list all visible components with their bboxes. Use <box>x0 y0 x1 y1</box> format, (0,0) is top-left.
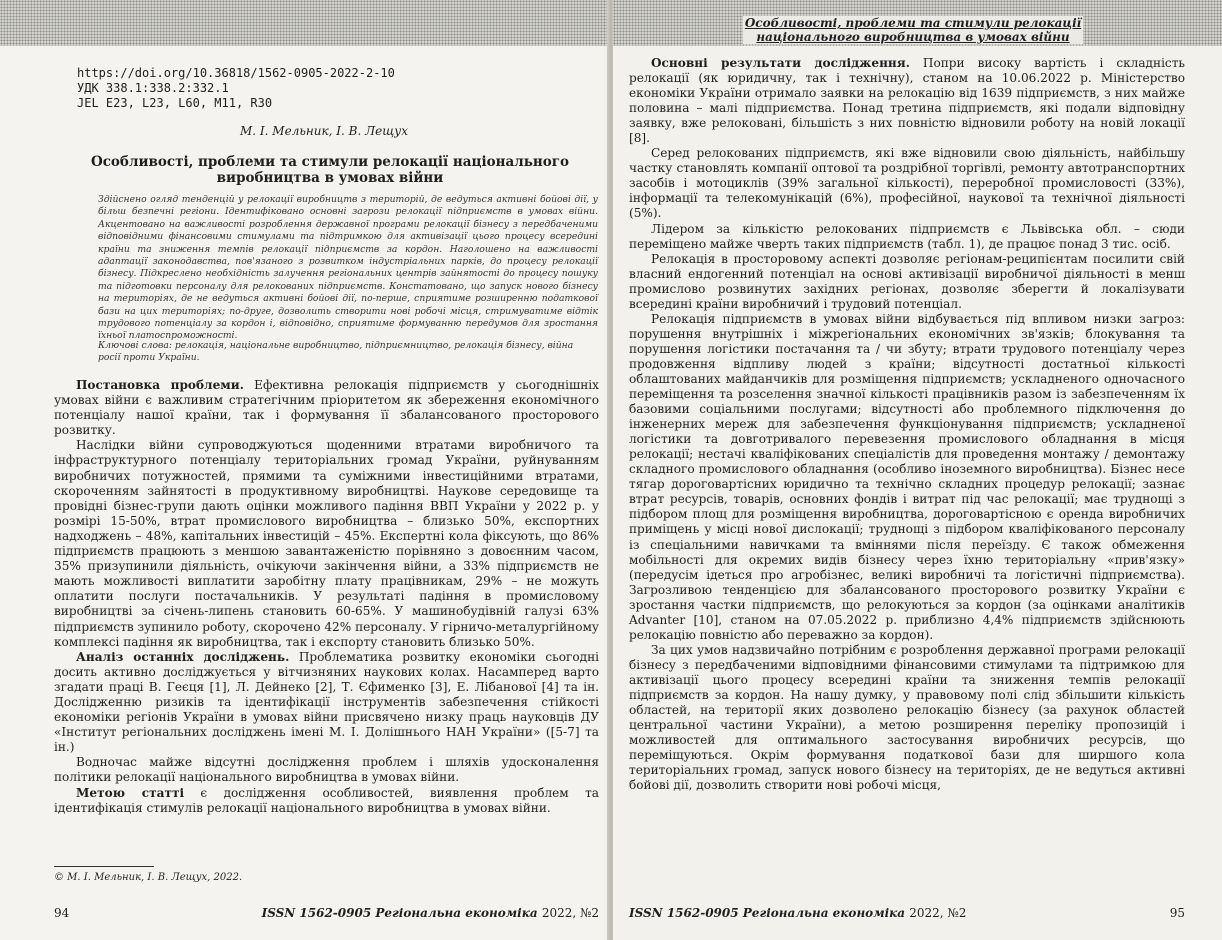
section-heading: Метою статті <box>76 785 185 800</box>
right-page <box>613 0 1222 940</box>
running-head: Особливості, проблеми та стимули релокації національного виробництва в умовах війни <box>744 16 1082 44</box>
article-meta <box>77 66 395 111</box>
paragraph: Постановка проблеми. Ефективна релокація підприємств у сьогоднішніх умовах війни є важливим стратегічним пріоритетом як збереження економічного потенціалу нашої країни, так і формування її збалансованого просторового розвитку. <box>54 378 599 438</box>
paragraph: Релокація в просторовому аспекті дозволяє регіонам-реципієнтам посилити свій власний ендогенний потенціал на основі активізації виробничої діяльності в менш промислово розвинутих західних регіонах, дозволяє зберегти й локалізувати всередині країни виробничий і трудовий потенціал. <box>629 251 1185 311</box>
paragraph: Серед релокованих підприємств, які вже відновили свою діяльність, найбільшу частку становлять компанії оптової та роздрібної торгівлі, ремонту автотранспортних засобів і мотоциклів (39% загальної кількості), переробної промисловості (33%), інформації та телекомунікацій (6%), професійної, наукової та технічної діяльності (5%). <box>629 146 1185 221</box>
authors: М. І. Мельник, І. В. Лещух <box>240 124 408 138</box>
jel-codes: JEL E23, L23, L60, M11, R30 <box>77 96 273 110</box>
page-number: 94 <box>54 906 70 920</box>
journal-name: ISSN 1562-0905 Регіональна економіка 2022, №2 <box>629 906 967 920</box>
right-body <box>629 56 1185 793</box>
paragraph: Основні результати дослідження. Попри високу вартість і складність релокації (як юридичну, так і технічну), станом на 10.06.2022 р. Міністерство економіки України отримало заявки на релокацію від 1639 підприємств, з них майже половина – малі підприємства. Понад третина підприємств, які подали відповідну заявку, вже релоковані, більшість з них повністю відновили роботу на новій локації [8]. <box>629 56 1185 146</box>
doi: https://doi.org/10.36818/1562-0905-2022-2-10 <box>77 66 395 80</box>
section-heading: Аналіз останніх досліджень. <box>76 649 290 664</box>
paragraph: За цих умов надзвичайно потрібним є розроблення державної програми релокації бізнесу з передбаченими відповідними фінансовими стимулами та підтримкою для активізації цього процесу всередині країни та зниження темпів релокації підприємств за кордон. На нашу думку, у правовому полі слід збільшити кількість областей, на території яких дозволено релокацію бізнесу (за рахунок областей центральної частини України), а метою розширення переліку пропозицій і можливостей для оптимального застосування виробничих ресурсів, що переміщуються. Окрім формування податкової бази для ширшого кола територіальних громад, запуск нового бізнесу на територіях, де не ведуться активні бойові дії, дозволить створити нові робочі місця, <box>629 642 1185 793</box>
journal-name: ISSN 1562-0905 Регіональна економіка 2022, №2 <box>261 906 599 920</box>
copyright-footnote: © М. І. Мельник, І. В. Лещух, 2022. <box>54 872 243 883</box>
section-heading: Постановка проблеми. <box>76 378 244 392</box>
footnote-rule <box>54 866 154 867</box>
article-title: Особливості, проблеми та стимули релокації національного виробництва в умовах війни <box>90 154 570 186</box>
paragraph: Аналіз останніх досліджень. Проблематика розвитку економіки сьогодні досить активно досліджується у вітчизняних наукових колах. Насамперед варто згадати праці В. Геєця [1], Л. Дейнеко [2], Т. Єфименко [3], Е. Лібанової [4] та ін. Дослідженню ризиків та ідентифікації інструментів забезпечення стійкості економіки регіонів України в умовах війни присвячено низку праць науковців ДУ «Інститут регіональних досліджень імені М. І. Долішнього НАН України» ([5-7] та ін.) <box>54 649 600 755</box>
paragraph: Релокація підприємств в умовах війни відбувається під впливом низки загроз: порушення внутрішніх і міжрегіональних економічних зв'язків; блокування та порушення логістики постачання та / чи збуту; втрати трудового потенціалу через продовження відпливу людей з країни; відсутності достатньої кількості облаштованих майданчиків для розміщення підприємств; ускладненого одночасного переміщення та розселення значної кількості працівників разом із забезпеченням їх базовими соціальними послугами; відсутності або проблемного підключення до інженерних мереж для забезпечення функціонування підприємств; ускладненої логістики та довготривалого перевезення промислового обладнання в місця релокації; нестачі кваліфікованих спеціалістів для проведення монтажу / демонтажу складного промислового обладнання (особливо іноземного виробництва). Бізнес несе тягар дороговартісних юридично та технічно складних процедур релокації; зазнає втрат ресурсів, товарів, основних фондів і витрат під час релокації; має труднощі з підбором площ для розміщення виробництва, дороговартісною є оренда виробничих приміщень у місці нової дислокації; труднощі з підбором кваліфікованого персоналу із спеціальними навичками та вміннями після переїзду. Є також обмеження мобільності для окремих видів бізнесу через їхню територіальну «прив'язку» (передусім ідеться про агробізнес, великі виробничі та логістичні підприємства). Загрозливою тенденцією для збалансованого просторового розвитку України є зростання частки підприємств, що релокуються за кордон (за оцінками аналітиків Advanter [10], станом на 07.05.2022 р. приблизно 4,4% підприємств здійснюють релокацію повністю або переважно за кордон). <box>629 311 1185 642</box>
section-heading: Основні результати дослідження. <box>651 56 910 70</box>
paragraph: Наслідки війни супроводжуються щоденними втратами виробничого та інфраструктурного потенціалу територіальних громад України, руйнуванням виробничих потужностей, прямими та суміжними інвестиційними втратами, скороченням зайнятості в продуктивному виробництві. Наукове середовище та провідні бізнес-групи дають оцінки можливого падіння ВВП України у 2022 р. у розмірі 15-50%, втрат промислового виробництва – близько 50%, експортних надходжень – 48%, капітальних інвестицій – 45%. Експертні кола фіксують, що 86% підприємств працюють з меншою завантаженістю порівняно з довоєнним часом, 35% призупинили діяльність, очікуючи закінчення війни, а 33% підприємств не мають можливості виплатити заробітну плату працівникам, 29% – не можуть оплатити послуги постачальників. У результаті падіння в промисловому виробництві за січень-липень становить 60-65%. У машинобудівній галузі 63% підприємств зупинило роботу, скорочено 42% персоналу. У гірничо-металургійному комплексі падіння як виробництва, так і експорту становить близько 50%. <box>54 438 599 649</box>
page-number: 95 <box>1169 906 1185 920</box>
udk: УДК 338.1:338.2:332.1 <box>77 81 229 95</box>
paragraph: Метою статті є дослідження особливостей, виявлення проблем та ідентифікація стимулів релокації національного виробництва в умовах війни. <box>54 785 599 815</box>
paragraph: Водночас майже відсутні дослідження проблем і шляхів удосконалення політики релокації національного виробництва в умовах війни. <box>54 755 599 785</box>
abstract: Здійснено огляд тенденцій у релокації виробництв з територій, де ведуться активні бойові дії, у більш безпечні регіони. Ідентифіковано основні загрози релокації підприємств в умовах війни. Акцентовано на важливості розроблення державної програми релокації бізнесу з передбаченими відповідними фінансовими стимулами та підтримкою для активізації цього процесу всередині країни та зниження темпів релокації підприємств за кордон. Наголошено на важливості адаптації законодавства, пов'язаного з розвитком індустріальних парків, до процесу релокації бізнесу. Підкреслено необхідність залучення регіональних центрів зайнятості до процесу пошуку та підготовки персоналу для релокованих підприємств. Констатовано, що запуск нового бізнесу на територіях, де не ведуться активні бойові дії, по-перше, сприятиме розширенню податкової бази на цих територіях; по-друге, дозволить створити нові робочі місця, стримуватиме відтік трудового потенціалу за кордон і, відповідно, сприятиме формуванню передумов для зростання їхньої платоспроможності. <box>98 194 598 342</box>
header-band <box>0 0 611 46</box>
left-body <box>54 378 599 816</box>
keywords: Ключові слова: релокація, національне виробництво, підприємництво, релокація бізнесу, війна росії проти України. <box>98 340 574 364</box>
paragraph: Лідером за кількістю релокованих підприємств є Львівська обл. – сюди переміщено майже чверть таких підприємств (табл. 1), де працює понад 3 тис. осіб. <box>629 221 1185 251</box>
